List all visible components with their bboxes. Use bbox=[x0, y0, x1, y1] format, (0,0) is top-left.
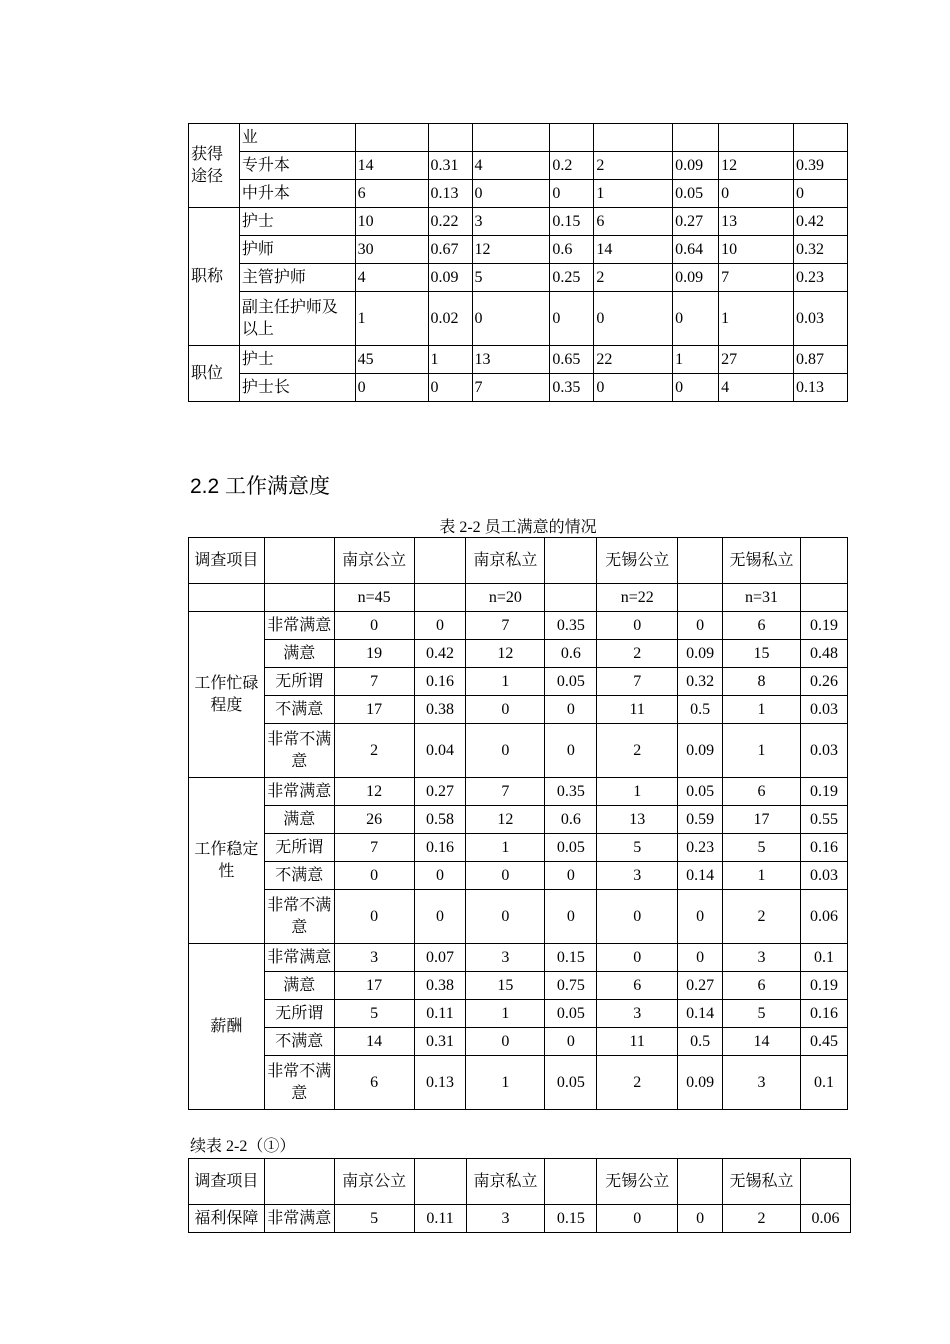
table-row: 无所谓 7 0.16 1 0.05 5 0.23 5 0.16 bbox=[189, 834, 848, 862]
table-row: 主管护师 4 0.09 5 0.25 2 0.09 7 0.23 bbox=[189, 264, 848, 292]
row-label: 满意 bbox=[264, 640, 334, 668]
header-wuxi-public: 无锡公立 bbox=[597, 538, 678, 584]
row-label: 护士 bbox=[239, 208, 355, 236]
row-label: 不满意 bbox=[264, 1028, 334, 1056]
sample-size: n=22 bbox=[597, 584, 678, 612]
table-demographics bbox=[188, 123, 848, 402]
table-row: 非常不满意 2 0.04 0 0 2 0.09 1 0.03 bbox=[189, 724, 848, 778]
header-row bbox=[189, 1159, 851, 1205]
table-row: 满意 17 0.38 15 0.75 6 0.27 6 0.19 bbox=[189, 972, 848, 1000]
group-cell: 福利保障 bbox=[189, 1205, 265, 1233]
table-row: 不满意 0 0 0 0 3 0.14 1 0.03 bbox=[189, 862, 848, 890]
table-row: 护师 30 0.67 12 0.6 14 0.64 10 0.32 bbox=[189, 236, 848, 264]
row-label: 无所谓 bbox=[264, 834, 334, 862]
table-row: 非常不满意 6 0.13 1 0.05 2 0.09 3 0.1 bbox=[189, 1056, 848, 1110]
row-label: 无所谓 bbox=[264, 1000, 334, 1028]
row-label: 护士长 bbox=[239, 374, 355, 402]
continued-table-caption: 续表 2-2（①） bbox=[190, 1138, 296, 1155]
table-row: 职位 护士 45 1 13 0.65 22 1 27 0.87 bbox=[189, 346, 848, 374]
table-row: 满意 26 0.58 12 0.6 13 0.59 17 0.55 bbox=[189, 806, 848, 834]
row-label: 中升本 bbox=[239, 180, 355, 208]
header-row bbox=[189, 538, 848, 584]
table-row: 中升本 6 0.13 0 0 1 0.05 0 0 bbox=[189, 180, 848, 208]
table-row: 副主任护师及以上 1 0.02 0 0 0 0 1 0.03 bbox=[189, 292, 848, 346]
row-label: 主管护师 bbox=[239, 264, 355, 292]
group-cell: 职称 bbox=[189, 208, 240, 346]
row-label: 非常满意 bbox=[264, 1205, 334, 1233]
table-row: 工作忙碌程度 非常满意 0 0 7 0.35 0 0 6 0.19 bbox=[189, 612, 848, 640]
row-label: 非常不满意 bbox=[264, 890, 334, 944]
row-label: 护士 bbox=[239, 346, 355, 374]
group-cell: 职位 bbox=[189, 346, 240, 402]
header-wuxi-private: 无锡私立 bbox=[723, 538, 801, 584]
header-nanjing-public: 南京公立 bbox=[334, 538, 414, 584]
header-survey-item: 调查项目 bbox=[189, 538, 265, 584]
header-nanjing-public: 南京公立 bbox=[334, 1159, 414, 1205]
header-nanjing-private: 南京私立 bbox=[466, 1159, 545, 1205]
group-cell: 工作稳定性 bbox=[189, 778, 265, 944]
row-label: 无所谓 bbox=[264, 668, 334, 696]
header-wuxi-public: 无锡公立 bbox=[597, 1159, 678, 1205]
table-row: 福利保障 非常满意 5 0.11 3 0.15 0 0 2 0.06 bbox=[189, 1205, 851, 1233]
row-label: 非常满意 bbox=[264, 944, 334, 972]
table-row: 满意 19 0.42 12 0.6 2 0.09 15 0.48 bbox=[189, 640, 848, 668]
table-row: 专升本 14 0.31 4 0.2 2 0.09 12 0.39 bbox=[189, 152, 848, 180]
table-caption: 表 2-2 员工满意的情况 bbox=[439, 519, 597, 536]
row-label: 专升本 bbox=[239, 152, 355, 180]
sample-size: n=45 bbox=[334, 584, 414, 612]
header-nanjing-private: 南京私立 bbox=[466, 538, 545, 584]
table-row: 职称 护士 10 0.22 3 0.15 6 0.27 13 0.42 bbox=[189, 208, 848, 236]
row-label: 非常不满意 bbox=[264, 724, 334, 778]
row-label: 满意 bbox=[264, 972, 334, 1000]
table-row: 护士长 0 0 7 0.35 0 0 4 0.13 bbox=[189, 374, 848, 402]
table-row: 工作稳定性 非常满意 12 0.27 7 0.35 1 0.05 6 0.19 bbox=[189, 778, 848, 806]
table-row: 无所谓 5 0.11 1 0.05 3 0.14 5 0.16 bbox=[189, 1000, 848, 1028]
row-label: 不满意 bbox=[264, 862, 334, 890]
table-row: 非常不满意 0 0 0 0 0 0 2 0.06 bbox=[189, 890, 848, 944]
sample-size: n=20 bbox=[466, 584, 545, 612]
row-label: 满意 bbox=[264, 806, 334, 834]
table-satisfaction bbox=[188, 537, 848, 1110]
row-label: 护师 bbox=[239, 236, 355, 264]
table-satisfaction-continued bbox=[188, 1158, 851, 1233]
sample-size: n=31 bbox=[723, 584, 801, 612]
table-row: 无所谓 7 0.16 1 0.05 7 0.32 8 0.26 bbox=[189, 668, 848, 696]
row-label: 不满意 bbox=[264, 696, 334, 724]
row-label: 副主任护师及以上 bbox=[239, 292, 355, 346]
row-label: 业 bbox=[239, 124, 355, 152]
table-row bbox=[189, 124, 848, 152]
header-wuxi-private: 无锡私立 bbox=[723, 1159, 801, 1205]
row-label: 非常满意 bbox=[264, 778, 334, 806]
table-row: 薪酬 非常满意 3 0.07 3 0.15 0 0 3 0.1 bbox=[189, 944, 848, 972]
table-row: 不满意 17 0.38 0 0 11 0.5 1 0.03 bbox=[189, 696, 848, 724]
row-label: 非常不满意 bbox=[264, 1056, 334, 1110]
row-label: 非常满意 bbox=[264, 612, 334, 640]
group-cell: 薪酬 bbox=[189, 944, 265, 1110]
section-heading: 2.2 工作满意度 bbox=[190, 475, 331, 498]
table-row: 不满意 14 0.31 0 0 11 0.5 14 0.45 bbox=[189, 1028, 848, 1056]
group-cell: 获得途径 bbox=[189, 124, 240, 208]
sample-size-row bbox=[189, 584, 848, 612]
header-survey-item: 调查项目 bbox=[189, 1159, 265, 1205]
group-cell: 工作忙碌程度 bbox=[189, 612, 265, 778]
